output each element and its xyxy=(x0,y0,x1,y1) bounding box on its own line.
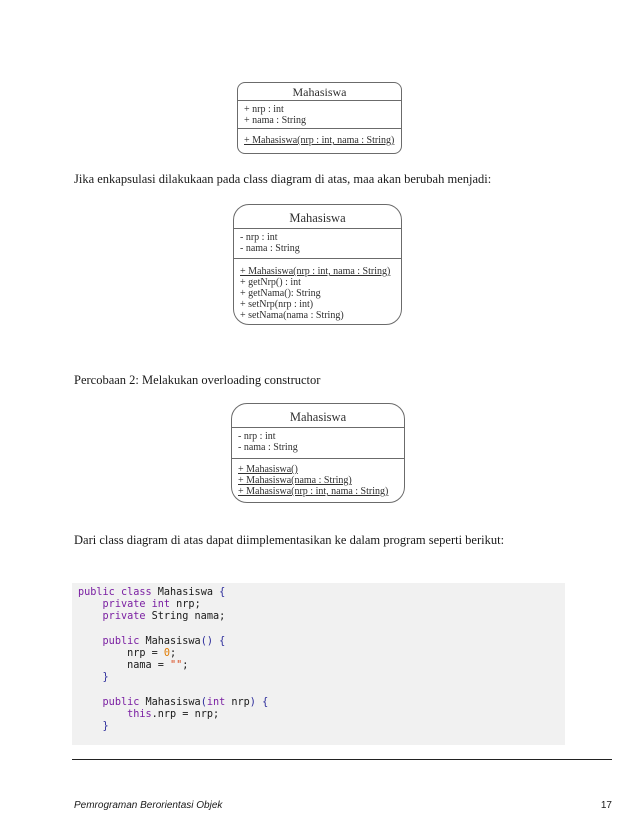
uml-class-name: Mahasiswa xyxy=(234,205,401,229)
uml-attributes-section xyxy=(234,229,401,259)
uml-attribute: - nama : String xyxy=(240,243,300,254)
uml-method: + setNrp(nrp : int) xyxy=(240,299,314,310)
code-brace: { xyxy=(212,635,226,647)
code-line xyxy=(78,709,565,721)
code-indent xyxy=(78,721,103,732)
code-text: nrp xyxy=(127,647,152,659)
uml-class-name: Mahasiswa xyxy=(238,83,401,101)
code-brace: } xyxy=(102,721,109,733)
code-keyword: public xyxy=(102,696,140,708)
code-keyword: class xyxy=(120,587,152,598)
code-keyword: private xyxy=(102,599,146,611)
code-paren: ( xyxy=(200,696,207,708)
code-text: nrp xyxy=(225,696,250,708)
uml-class-diagram-original xyxy=(237,82,402,154)
uml-attribute: - nrp : int xyxy=(238,431,276,442)
code-operator: = xyxy=(151,647,158,659)
uml-constructor: + Mahasiswa(nama : String) xyxy=(238,475,352,486)
uml-methods-section xyxy=(232,459,404,497)
code-line-blank xyxy=(78,685,565,697)
code-paren: () xyxy=(200,635,213,647)
uml-class-diagram-encapsulated xyxy=(233,204,402,325)
code-text: String nama; xyxy=(145,611,226,623)
code-keyword: public xyxy=(78,587,115,598)
code-line xyxy=(78,648,565,660)
code-keyword: this xyxy=(127,708,152,720)
footer-divider xyxy=(72,759,612,760)
uml-attribute: + nrp : int xyxy=(244,104,284,115)
code-text: .nrp xyxy=(151,708,183,720)
code-text: nrp; xyxy=(188,708,220,720)
code-type: int xyxy=(206,696,226,708)
uml-constructor: + Mahasiswa() xyxy=(238,464,298,475)
footer-title: Pemrograman Berorientasi Objek xyxy=(74,800,223,811)
code-text: ; xyxy=(170,647,177,659)
uml-method: + setNama(nama : String) xyxy=(240,310,344,321)
paragraph-implementation-intro: Dari class diagram di atas dapat diimplementasikan ke dalam program seperti berikut: xyxy=(74,533,505,547)
code-indent xyxy=(78,697,103,708)
code-line xyxy=(78,636,565,648)
code-indent xyxy=(78,636,103,647)
code-operator: = xyxy=(157,660,164,672)
code-number: 0 xyxy=(157,647,171,659)
code-line xyxy=(78,611,565,623)
code-text: Mahasiswa xyxy=(139,696,201,708)
code-brace: { xyxy=(255,696,269,708)
code-line xyxy=(78,660,565,672)
uml-attributes-section xyxy=(238,101,401,129)
code-line xyxy=(78,599,565,611)
code-line xyxy=(78,587,565,599)
code-line xyxy=(78,697,565,709)
code-block xyxy=(72,583,565,745)
uml-attribute: + nama : String xyxy=(244,115,307,126)
uml-constructor: + Mahasiswa(nrp : int, nama : String) xyxy=(240,266,391,277)
uml-class-diagram-overloading xyxy=(231,403,405,503)
uml-constructor: + Mahasiswa(nrp : int, nama : String) xyxy=(238,486,389,497)
uml-methods-section xyxy=(234,259,401,321)
code-text: nrp; xyxy=(170,599,201,611)
code-string: "" xyxy=(163,660,183,672)
code-brace: { xyxy=(219,587,226,598)
uml-attribute: - nrp : int xyxy=(240,232,278,243)
code-type: int xyxy=(151,599,171,611)
uml-constructor: + Mahasiswa(nrp : int, nama : String) xyxy=(244,135,395,146)
code-paren: ) xyxy=(249,696,256,708)
code-indent xyxy=(78,648,127,659)
code-operator: = xyxy=(182,708,189,720)
uml-method: + getNrp() : int xyxy=(240,277,301,288)
code-text: Mahasiswa xyxy=(151,587,220,598)
code-line xyxy=(78,672,565,684)
code-brace: } xyxy=(102,672,109,684)
code-line-blank xyxy=(78,624,565,636)
code-indent xyxy=(78,672,103,683)
paragraph-experiment-2-heading: Percobaan 2: Melakukan overloading constructor xyxy=(74,373,321,387)
uml-attributes-section xyxy=(232,428,404,459)
code-text: ; xyxy=(182,660,189,672)
uml-method: + getNama(): String xyxy=(240,288,321,299)
page-number: 17 xyxy=(600,800,612,811)
code-indent xyxy=(78,709,127,720)
code-text: nama xyxy=(127,660,158,672)
uml-attribute: - nama : String xyxy=(238,442,298,453)
code-indent xyxy=(78,660,127,671)
code-indent xyxy=(78,611,103,622)
code-text: Mahasiswa xyxy=(139,635,201,647)
code-indent xyxy=(78,599,103,610)
code-keyword: private xyxy=(102,611,146,623)
uml-class-name: Mahasiswa xyxy=(232,404,404,428)
code-keyword: public xyxy=(102,635,140,647)
code-line xyxy=(78,721,565,733)
paragraph-encapsulation-intro: Jika enkapsulasi dilakukaan pada class diagram di atas, maa akan berubah menjadi: xyxy=(74,172,492,186)
uml-methods-section xyxy=(238,129,401,146)
